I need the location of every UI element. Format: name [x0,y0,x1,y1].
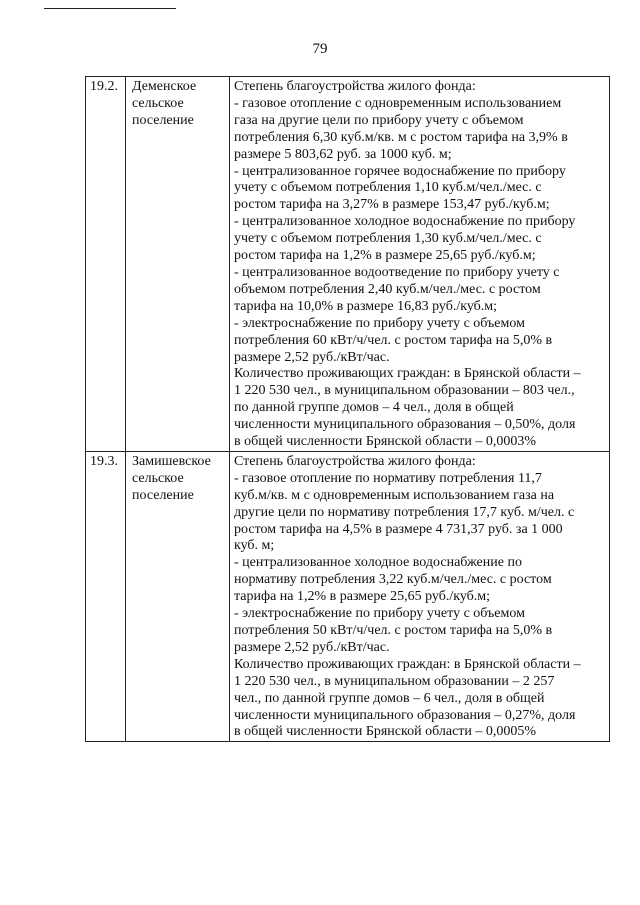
description-line: ростом тарифа на 4,5% в размере 4 731,37 руб. за 1 000 [234,521,563,537]
description-line: потребления 6,30 куб.м/кв. м с ростом тарифа на 3,9% в [234,129,568,145]
description-line: - электроснабжение по прибору учету с объемом [234,315,525,331]
settlement-name-line: поселение [132,112,194,128]
description-line: - газовое отопление с одновременным использованием [234,95,562,111]
description-line: в общей численности Брянской области – 0,0005% [234,724,537,740]
description-line: - централизованное горячее водоснабжение по прибору [234,163,566,179]
description-line: тарифа на 1,2% в размере 25,65 руб./куб.м; [234,589,491,605]
settlement-name-line: сельское [132,95,184,111]
description-line: численности муниципального образования – 0,27%, доля [234,707,576,723]
tariff-table [85,76,610,742]
description-line: учету с объемом потребления 1,10 куб.м/чел./мес. с [234,180,542,196]
description-line: - централизованное холодное водоснабжение по [234,555,522,571]
settlement-name-line: сельское [132,470,184,486]
page-number: 79 [312,41,328,57]
row-number: 19.2. [86,77,126,452]
description-line: - электроснабжение по прибору учету с объемом [234,606,525,622]
description-line: 1 220 530 чел., в муниципальном образовании – 2 257 [234,673,555,689]
settlement-name [126,77,230,452]
description-line: потребления 60 кВт/ч/чел. с ростом тарифа на 5,0% в [234,332,553,348]
description-line: в общей численности Брянской области – 0,0003% [234,434,537,450]
description-line: нормативу потребления 3,22 куб.м/чел./мес. с ростом [234,572,552,588]
row-number: 19.3. [86,451,126,741]
description-line: ростом тарифа на 1,2% в размере 25,65 руб./куб.м; [234,248,536,264]
description-line: размере 2,52 руб./кВт/час. [234,349,390,365]
description-cell [230,77,610,452]
settlement-name-line: Деменское [132,79,197,94]
settlement-name-line: поселение [132,487,194,503]
table-row [86,77,610,452]
settlement-name-line: Замишевское [132,453,211,469]
description-line: по данной группе домов – 4 чел., доля в общей [234,400,514,416]
description-line: куб. м; [234,538,275,554]
description-line: объемом потребления 2,40 куб.м/чел./мес. с ростом [234,281,541,297]
description-line: потребления 50 кВт/ч/чел. с ростом тарифа на 5,0% в [234,623,553,638]
description-line: - централизованное холодное водоснабжение по прибору [234,214,576,230]
description-line: - газовое отопление по нормативу потребления 11,7 [234,470,542,486]
description-line: газа на другие цели по прибору учету с объемом [234,112,524,128]
description-line: Количество проживающих граждан: в Брянской области – [234,656,581,672]
description-line: ростом тарифа на 3,27% в размере 153,47 руб./куб.м; [234,197,550,213]
settlement-name [126,451,230,741]
description-line: тарифа на 10,0% в размере 16,83 руб./куб.м; [234,298,498,314]
description-line: размере 5 803,62 руб. за 1000 куб. м; [234,146,452,162]
description-line: - централизованное водоотведение по прибору учету с [234,264,560,280]
description-line: Степень благоустройства жилого фонда: [234,453,476,469]
table-body [86,77,610,742]
description-line: Степень благоустройства жилого фонда: [234,79,476,94]
description-line: размере 2,52 руб./кВт/час. [234,639,390,655]
description-line: чел., по данной группе домов – 6 чел., доля в общей [234,690,545,706]
description-line: 1 220 530 чел., в муниципальном образовании – 803 чел., [234,383,575,399]
header-rule [44,8,176,9]
description-line: другие цели по нормативу потребления 17,7 куб. м/чел. с [234,504,575,520]
description-line: численности муниципального образования – 0,50%, доля [234,417,576,433]
description-line: куб.м/кв. м с одновременным использованием газа на [234,487,555,503]
table-row [86,451,610,741]
description-line: учету с объемом потребления 1,30 куб.м/чел./мес. с [234,231,542,247]
description-cell [230,451,610,741]
description-line: Количество проживающих граждан: в Брянской области – [234,366,581,382]
